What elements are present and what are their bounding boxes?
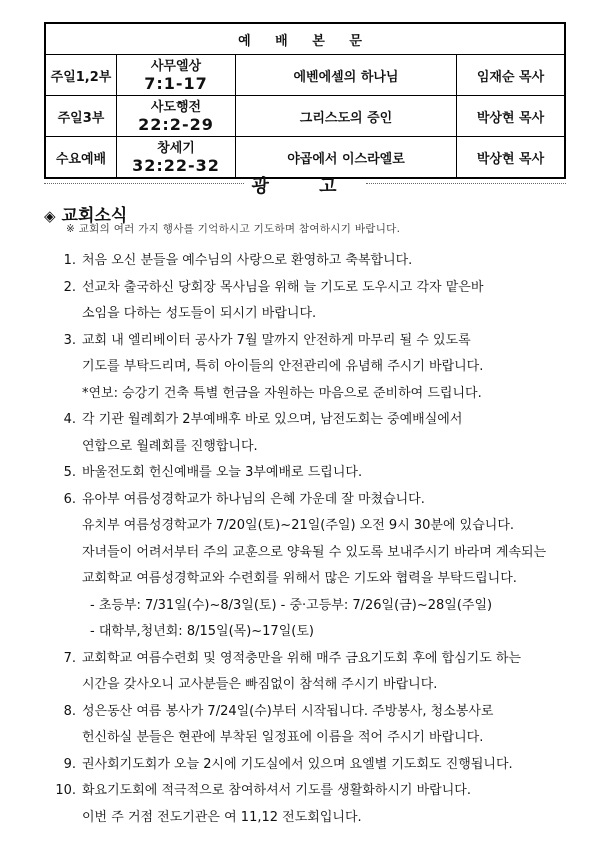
worship-table-title: 예 배 본 문 — [45, 23, 565, 55]
preacher: 박상현 목사 — [457, 137, 566, 179]
item-line: - 초등부: 7/31일(수)~8/3일(토) - 중·고등부: 7/26일(금)~28일(주일) — [90, 597, 493, 613]
scripture-book: 사무엘상 — [150, 59, 202, 74]
item-line: - 대학부,청년회: 8/15일(목)~17일(토) — [90, 624, 314, 639]
item-line: 유치부 여름성경학교가 7/20일(토)~21일(주일) 오전 9시 30분에 있습니다. — [82, 518, 515, 533]
section-note: ※ 교회의 여러 가지 행사를 기억하시고 기도하며 참여하시기 바랍니다. — [66, 223, 401, 235]
item-line: 교회학교 여름수련회 및 영적충만을 위해 매주 금요기도회 후에 합심기도 하는 — [82, 650, 522, 666]
sermon-title: 그리스도의 증인 — [236, 96, 457, 137]
announcements-heading — [44, 171, 566, 195]
sermon-title: 에벤에셀의 하나님 — [236, 55, 457, 96]
worship-schedule — [44, 22, 566, 179]
scripture — [117, 55, 236, 96]
item-line: *연보: 승강기 건축 특별 헌금을 자원하는 마음으로 준비하여 드립니다. — [82, 385, 482, 401]
scripture-ref: 7:1-17 — [144, 74, 208, 93]
announcement-list — [46, 248, 566, 831]
item-line: 유아부 여름성경학교가 하나님의 은혜 가운데 잘 마쳤습니다. — [82, 491, 425, 507]
diamond-icon: ◈ — [44, 207, 56, 225]
table-row — [45, 96, 565, 137]
list-item — [46, 778, 566, 831]
item-number: 7. — [63, 650, 76, 666]
item-text — [82, 699, 566, 752]
service-name: 주일3부 — [45, 96, 117, 137]
worship-table — [44, 22, 566, 179]
divider — [44, 183, 244, 184]
item-number: 9. — [63, 756, 76, 772]
item-line: 기도를 부탁드리며, 특히 아이들의 안전관리에 유념해 주시기 바랍니다. — [82, 359, 484, 374]
item-line: 성은동산 여름 봉사가 7/24일(수)부터 시작됩니다. 주방봉사, 청소봉사로 — [82, 703, 494, 719]
item-text — [82, 248, 566, 275]
list-item — [46, 248, 566, 275]
item-line: 처음 오신 분들을 예수님의 사랑으로 환영하고 축복합니다. — [82, 253, 413, 268]
item-text — [82, 778, 566, 831]
list-item — [46, 646, 566, 699]
item-number: 6. — [63, 491, 76, 507]
item-line: 교회 내 엘리베이터 공사가 7월 말까지 안전하게 마무리 될 수 있도록 — [82, 332, 471, 348]
divider — [366, 183, 566, 184]
item-number: 3. — [63, 332, 76, 348]
item-line: 선교차 출국하신 당회장 목사님을 위해 늘 기도로 도우시고 각자 맡은바 — [82, 279, 484, 295]
item-line: 화요기도회에 적극적으로 참여하셔서 기도를 생활화하시기 바랍니다. — [82, 783, 471, 798]
item-number: 10. — [55, 783, 76, 798]
item-text — [82, 275, 566, 328]
item-number: 4. — [63, 412, 76, 427]
list-item — [46, 699, 566, 752]
item-text — [82, 487, 566, 646]
list-item — [46, 328, 566, 408]
scripture-ref: 32:22-32 — [132, 156, 220, 175]
scripture-book: 창세기 — [157, 141, 195, 156]
item-number: 8. — [63, 703, 76, 719]
item-line: 이번 주 거점 전도기관은 여 11,12 전도회입니다. — [82, 809, 362, 825]
item-line: 시간을 갖사오니 교사분들은 빠짐없이 참석해 주시기 바랍니다. — [82, 677, 438, 692]
item-text — [82, 460, 566, 487]
item-number: 1. — [63, 253, 76, 268]
item-line: 자녀들이 어려서부터 주의 교훈으로 양육될 수 있도록 보내주시기 바라며 계속되는 — [82, 544, 547, 560]
item-text — [82, 407, 566, 460]
list-item — [46, 275, 566, 328]
item-number: 2. — [63, 279, 76, 295]
item-text — [82, 328, 566, 408]
item-text — [82, 646, 566, 699]
item-number: 5. — [63, 465, 76, 480]
table-row — [45, 55, 565, 96]
item-line: 바울전도회 헌신예배를 오늘 3부예배로 드립니다. — [82, 465, 363, 480]
sermon-title: 야곱에서 이스라엘로 — [236, 137, 457, 179]
preacher: 임재순 목사 — [457, 55, 566, 96]
item-line: 교회학교 여름성경학교와 수련회를 위해서 많은 기도와 협력을 부탁드립니다. — [82, 571, 517, 586]
list-item — [46, 460, 566, 487]
service-name: 수요예배 — [45, 137, 117, 179]
list-item — [46, 487, 566, 646]
item-line: 헌신하실 분들은 현관에 부착된 일정표에 이름을 적어 주시기 바랍니다. — [82, 730, 484, 745]
item-text — [82, 752, 566, 779]
item-line: 각 기관 월례회가 2부예배후 바로 있으며, 남전도회는 중예배실에서 — [82, 412, 463, 427]
preacher: 박상현 목사 — [457, 96, 566, 137]
item-line: 연합으로 월례회를 진행합니다. — [82, 438, 258, 454]
scripture-ref: 22:2-29 — [138, 115, 214, 134]
scripture — [117, 96, 236, 137]
service-name: 주일1,2부 — [45, 55, 117, 96]
list-item — [46, 407, 566, 460]
announcements-title: 광 고 — [251, 176, 359, 197]
scripture-book: 사도행전 — [150, 100, 202, 115]
list-item — [46, 752, 566, 779]
item-line: 소임을 다하는 성도들이 되시기 바랍니다. — [82, 306, 317, 321]
item-line: 권사회기도회가 오늘 2시에 기도실에서 있으며 요엘별 기도회도 진행됩니다. — [82, 756, 513, 772]
section-title-text: 교회소식 — [61, 206, 128, 226]
